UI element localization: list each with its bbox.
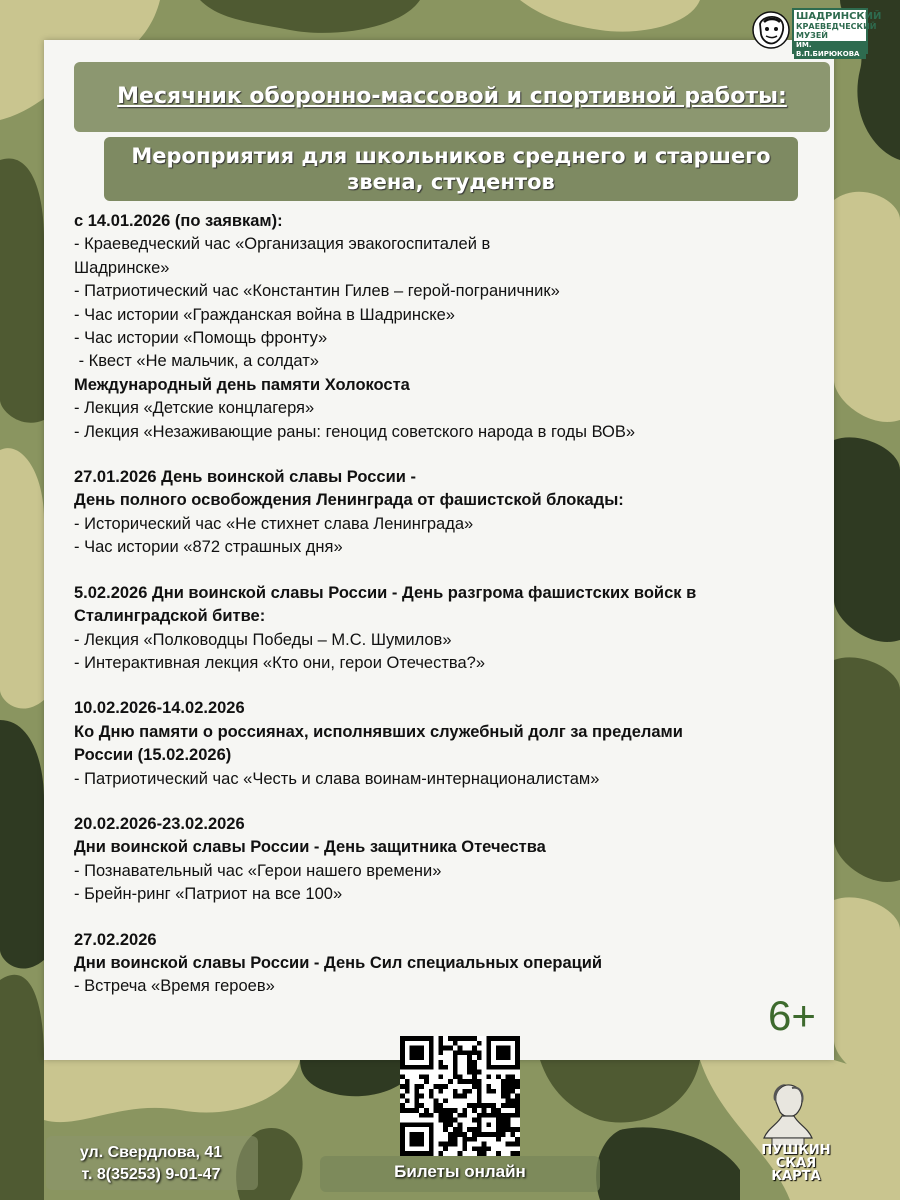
- event-heading: Международный день памяти Холокоста: [74, 375, 410, 394]
- section-gap: [74, 675, 784, 697]
- event-heading: России (15.02.2026): [74, 746, 232, 765]
- age-rating: 6+: [768, 992, 816, 1039]
- event-item: - Интерактивная лекция «Кто они, герои Отечества?»: [74, 653, 486, 672]
- museum-logo-line1: ШАДРИНСКИЙ: [796, 11, 882, 22]
- pushkin-bust-icon: [758, 1080, 818, 1150]
- event-heading: Сталинградской битве:: [74, 607, 266, 626]
- event-item: - Патриотический час «Константин Гилев – герой-пограничник»: [74, 282, 560, 301]
- event-heading: Дни воинской славы России - День защитника Отечества: [74, 838, 546, 857]
- section-gap: [74, 444, 784, 466]
- event-heading: 27.02.2026: [74, 930, 157, 949]
- event-item: - Квест «Не мальчик, а солдат»: [74, 352, 319, 371]
- event-item: - Лекция «Полководцы Победы – М.С. Шумилов»: [74, 630, 452, 649]
- event-heading: 27.01.2026 День воинской славы России -: [74, 468, 416, 487]
- tickets-qr-code[interactable]: [400, 1036, 520, 1156]
- section-gap: [74, 907, 784, 929]
- pushkin-card-text: [744, 1144, 848, 1183]
- pushkin-card-line1: ПУШКИН: [761, 1143, 831, 1158]
- museum-logo: [752, 8, 882, 58]
- pushkin-card-line2: СКАЯ: [775, 1156, 817, 1171]
- museum-logo-line2: КРАЕВЕДЧЕСКИЙ: [796, 22, 877, 31]
- event-heading: Ко Дню памяти о россиянах, исполнявших служебный долг за пределами: [74, 722, 683, 741]
- event-item: - Лекция «Незаживающие раны: геноцид советского народа в годы ВОВ»: [74, 422, 636, 441]
- page-title: Месячник оборонно-массовой и спортивной работы:: [74, 62, 830, 132]
- section-gap: [74, 560, 784, 582]
- phone-text: т. 8(35253) 9-01-47: [81, 1166, 221, 1183]
- portrait-icon: [752, 10, 790, 50]
- event-heading: Дни воинской славы России - День Сил специальных операций: [74, 953, 603, 972]
- page-subtitle: Мероприятия для школьников среднего и старшего звена, студентов: [104, 137, 798, 201]
- museum-logo-line3: МУЗЕЙ: [796, 31, 828, 40]
- event-item: - Брейн-ринг «Патриот на все 100»: [74, 885, 343, 904]
- event-section: [74, 582, 784, 676]
- tickets-online-label[interactable]: Билеты онлайн: [394, 1162, 526, 1181]
- events-list: [74, 210, 784, 999]
- event-section: [74, 813, 784, 907]
- museum-name-plate: [792, 8, 882, 58]
- event-heading: 10.02.2026-14.02.2026: [74, 699, 245, 718]
- event-item: - Час истории «872 страшных дня»: [74, 538, 343, 557]
- event-item: - Познавательный час «Герои нашего времени»: [74, 861, 442, 880]
- event-section: [74, 697, 784, 791]
- address-text: ул. Свердлова, 41: [79, 1144, 223, 1161]
- pushkin-card-logo: [740, 1080, 850, 1192]
- event-section: [74, 929, 784, 999]
- qr-code-icon: [400, 1036, 520, 1156]
- museum-logo-line4: ИМ. В.П.БИРЮКОВА: [794, 41, 866, 59]
- section-gap: [74, 791, 784, 813]
- event-heading: 5.02.2026 Дни воинской славы России - День разгрома фашистских войск в: [74, 583, 697, 602]
- event-item: - Патриотический час «Честь и слава воинам-интернационалистам»: [74, 769, 600, 788]
- event-item: - Исторический час «Не стихнет слава Ленинграда»: [74, 514, 474, 533]
- event-item: Шадринске»: [74, 258, 170, 277]
- event-section: [74, 210, 784, 444]
- contact-info: [56, 1142, 246, 1186]
- event-item: - Лекция «Детские концлагеря»: [74, 399, 315, 418]
- event-item: - Час истории «Гражданская война в Шадринске»: [74, 305, 455, 324]
- event-heading: День полного освобождения Ленинграда от фашистской блокады:: [74, 491, 624, 510]
- event-heading: 20.02.2026-23.02.2026: [74, 814, 245, 833]
- pushkin-card-line3: КАРТА: [771, 1169, 821, 1184]
- event-item: - Встреча «Время героев»: [74, 977, 275, 996]
- event-section: [74, 466, 784, 560]
- event-item: - Краеведческий час «Организация эвакогоспиталей в: [74, 235, 491, 254]
- event-item: - Час истории «Помощь фронту»: [74, 329, 328, 348]
- event-heading: с 14.01.2026 (по заявкам):: [74, 212, 283, 230]
